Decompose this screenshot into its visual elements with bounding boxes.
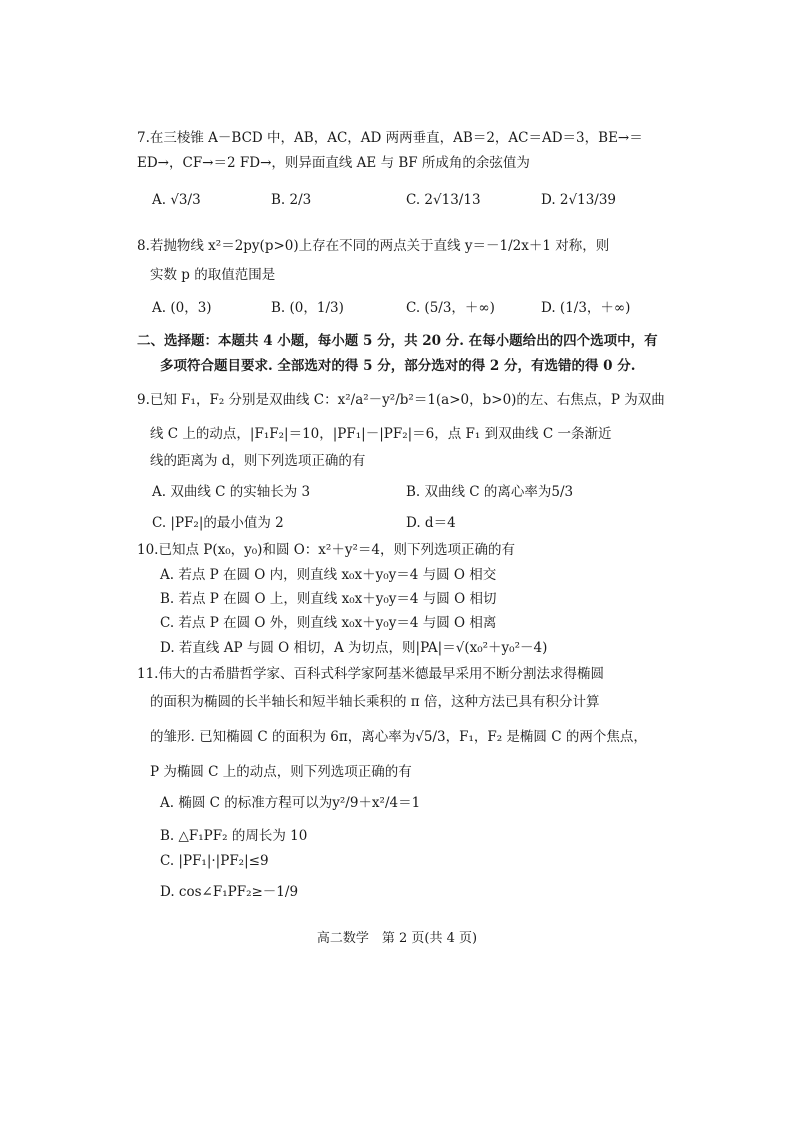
q10-option-d: D. 若直线 AP 与圆 O 相切，A 为切点，则|PA|＝√(x₀²＋y₀²－4) bbox=[160, 640, 548, 656]
q9-option-a: A. 双曲线 C 的实轴长为 3 bbox=[152, 484, 311, 500]
q11-option-a: A. 椭圆 C 的标准方程可以为y²/9＋x²/4＝1 bbox=[160, 795, 421, 811]
q11-option-c: C. |PF₁|·|PF₂|≤9 bbox=[160, 853, 269, 869]
q8-option-c: C. (5/3，＋∞) bbox=[406, 300, 495, 316]
q9-line1: 9.已知 F₁，F₂ 分别是双曲线 C：x²/a²－y²/b²＝1(a>0，b>0)的左、右焦点，P 为双曲 bbox=[137, 392, 665, 408]
q8-option-a: A. (0，3) bbox=[152, 300, 212, 316]
q9-line3: 线的距离为 d，则下列选项正确的有 bbox=[150, 453, 366, 469]
q11-option-d: D. cos∠F₁PF₂≥－1/9 bbox=[160, 884, 299, 900]
q11-line2: 的面积为椭圆的长半轴长和短半轴长乘积的 π 倍，这种方法已具有积分计算 bbox=[150, 694, 600, 710]
q11-option-b: B. △F₁PF₂ 的周长为 10 bbox=[160, 828, 308, 844]
q9-option-d: D. d＝4 bbox=[406, 515, 456, 531]
section2-heading-line2: 多项符合题目要求. 全部选对的得 5 分，部分选对的得 2 分，有选错的得 0 分. bbox=[160, 358, 636, 374]
q9-option-c: C. |PF₂|的最小值为 2 bbox=[152, 515, 284, 531]
q11-line1: 11.伟大的古希腊哲学家、百科式科学家阿基米德最早采用不断分割法求得椭圆 bbox=[137, 666, 604, 682]
q8-line2: 实数 p 的取值范围是 bbox=[150, 267, 276, 283]
q7-line2: ED→，CF→＝2 FD→，则异面直线 AE 与 BF 所成角的余弦值为 bbox=[137, 155, 530, 171]
q7-line1: 7.在三棱锥 A－BCD 中，AB，AC，AD 两两垂直，AB＝2，AC＝AD＝3，BE→＝ bbox=[137, 130, 643, 146]
q10-option-a: A. 若点 P 在圆 O 内，则直线 x₀x＋y₀y＝4 与圆 O 相交 bbox=[160, 567, 497, 583]
q10-line1: 10.已知点 P(x₀，y₀)和圆 O：x²＋y²＝4，则下列选项正确的有 bbox=[137, 542, 515, 558]
section2-heading-line1: 二、选择题：本题共 4 小题，每小题 5 分，共 20 分. 在每小题给出的四个选项中，有 bbox=[137, 333, 658, 349]
q7-option-b: B. 2/3 bbox=[271, 192, 312, 208]
q9-option-b: B. 双曲线 C 的离心率为5/3 bbox=[406, 484, 574, 500]
q11-line4: P 为椭圆 C 上的动点，则下列选项正确的有 bbox=[150, 764, 412, 780]
q8-option-d: D. (1/3，＋∞) bbox=[541, 300, 631, 316]
q7-option-d: D. 2√13/39 bbox=[541, 192, 617, 208]
q10-option-b: B. 若点 P 在圆 O 上，则直线 x₀x＋y₀y＝4 与圆 O 相切 bbox=[160, 591, 497, 607]
q9-line2: 线 C 上的动点，|F₁F₂|＝10，|PF₁|－|PF₂|＝6，点 F₁ 到双曲线 C 一条渐近 bbox=[150, 426, 612, 442]
q7-option-c: C. 2√13/13 bbox=[406, 192, 481, 208]
q10-option-c: C. 若点 P 在圆 O 外，则直线 x₀x＋y₀y＝4 与圆 O 相离 bbox=[160, 615, 497, 631]
q8-option-b: B. (0，1/3) bbox=[271, 300, 344, 316]
q8-line1: 8.若抛物线 x²＝2py(p>0)上存在不同的两点关于直线 y＝－1/2x＋1 对称，则 bbox=[137, 238, 610, 254]
q11-line3: 的雏形. 已知椭圆 C 的面积为 6π，离心率为√5/3，F₁，F₂ 是椭圆 C 的两个焦点， bbox=[150, 729, 647, 745]
page-footer: 高二数学 第 2 页(共 4 页) bbox=[316, 931, 478, 946]
q7-option-a: A. √3/3 bbox=[152, 192, 201, 208]
